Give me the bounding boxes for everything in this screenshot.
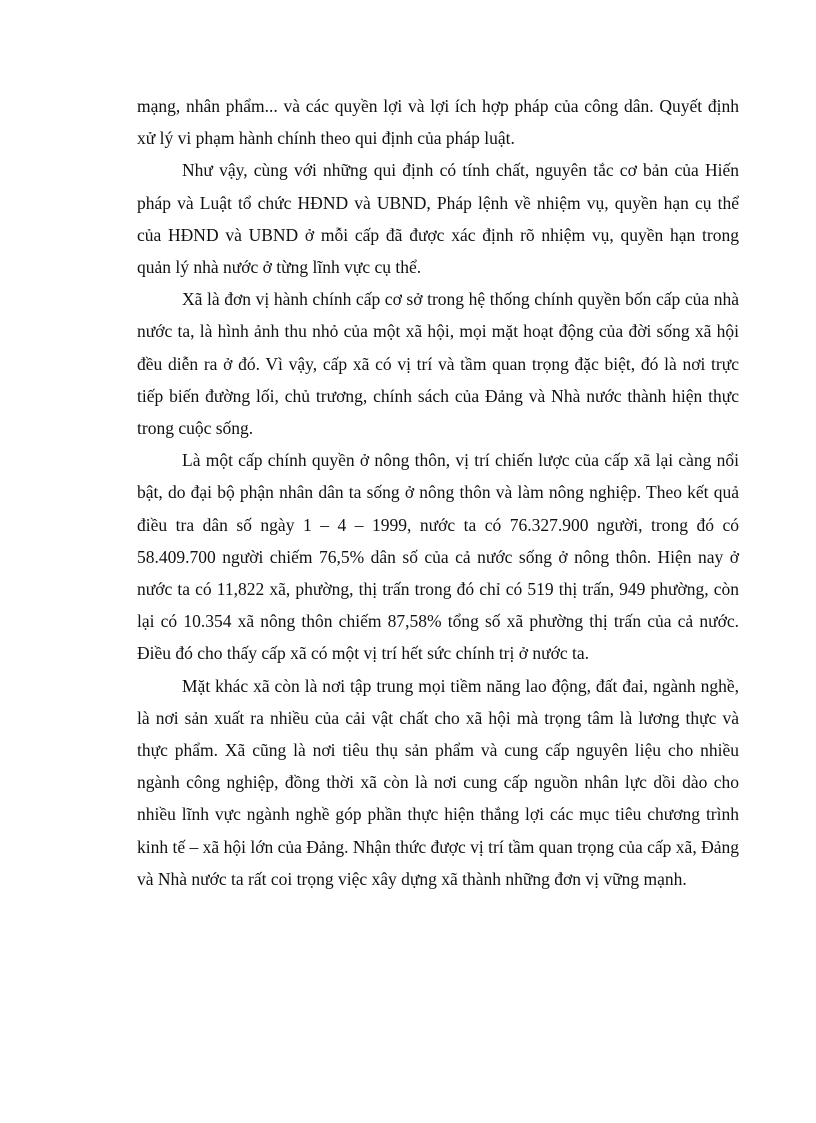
paragraph: Mặt khác xã còn là nơi tập trung mọi tiềm năng lao động, đất đai, ngành nghề, là nơi sản xuất ra nhiều của cải vật chất cho xã hội mà trọng tâm là lương thực và thực phẩm. Xã cũng là nơi tiêu thụ sản phẩm và cung cấp nguyên liệu cho nhiều ngành công nghiệp, đồng thời xã còn là nơi cung cấp nguồn nhân lực dồi dào cho nhiều lĩnh vực ngành nghề góp phần thực hiện thắng lợi các mục tiêu chương trình kinh tế – xã hội lớn của Đảng. Nhận thức được vị trí tầm quan trọng của cấp xã, Đảng và Nhà nước ta rất coi trọng việc xây dựng xã thành những đơn vị vững mạnh. xyxy=(137,675,739,889)
paragraph: Như vậy, cùng với những qui định có tính chất, nguyên tắc cơ bản của Hiến pháp và Luật tổ chức HĐND và UBND, Pháp lệnh về nhiệm vụ, quyền hạn cụ thể của HĐND và UBND ở mỗi cấp đã được xác định rõ nhiệm vụ, quyền hạn trong quản lý nhà nước ở từng lĩnh vực cụ thể. xyxy=(137,160,739,278)
document-page xyxy=(137,90,739,895)
paragraph: Xã là đơn vị hành chính cấp cơ sở trong hệ thống chính quyền bốn cấp của nhà nước ta, là hình ảnh thu nhỏ của một xã hội, mọi mặt hoạt động của đời sống xã hội đều diễn ra ở đó. Vì vậy, cấp xã có vị trí và tầm quan trọng đặc biệt, đó là nơi trực tiếp biến đường lối, chủ trương, chính sách của Đảng và Nhà nước thành hiện thực trong cuộc sống. xyxy=(137,289,739,439)
paragraph-continued: mạng, nhân phẩm... và các quyền lợi và lợi ích hợp pháp của công dân. Quyết định xử lý vi phạm hành chính theo qui định của pháp luật. xyxy=(137,96,739,149)
paragraph: Là một cấp chính quyền ở nông thôn, vị trí chiến lược của cấp xã lại càng nổi bật, do đại bộ phận nhân dân ta sống ở nông thôn và làm nông nghiệp. Theo kết quả điều tra dân số ngày 1 – 4 – 1999, nước ta có 76.327.900 người, trong đó có 58.409.700 người chiếm 76,5% dân số của cả nước sống ở nông thôn. Hiện nay ở nước ta có 11,822 xã, phường, thị trấn trong đó chỉ có 519 thị trấn, 949 phường, còn lại có 10.354 xã nông thôn chiếm 87,58% tổng số xã phường thị trấn của cả nước. Điều đó cho thấy cấp xã có một vị trí hết sức chính trị ở nước ta. xyxy=(137,450,739,664)
